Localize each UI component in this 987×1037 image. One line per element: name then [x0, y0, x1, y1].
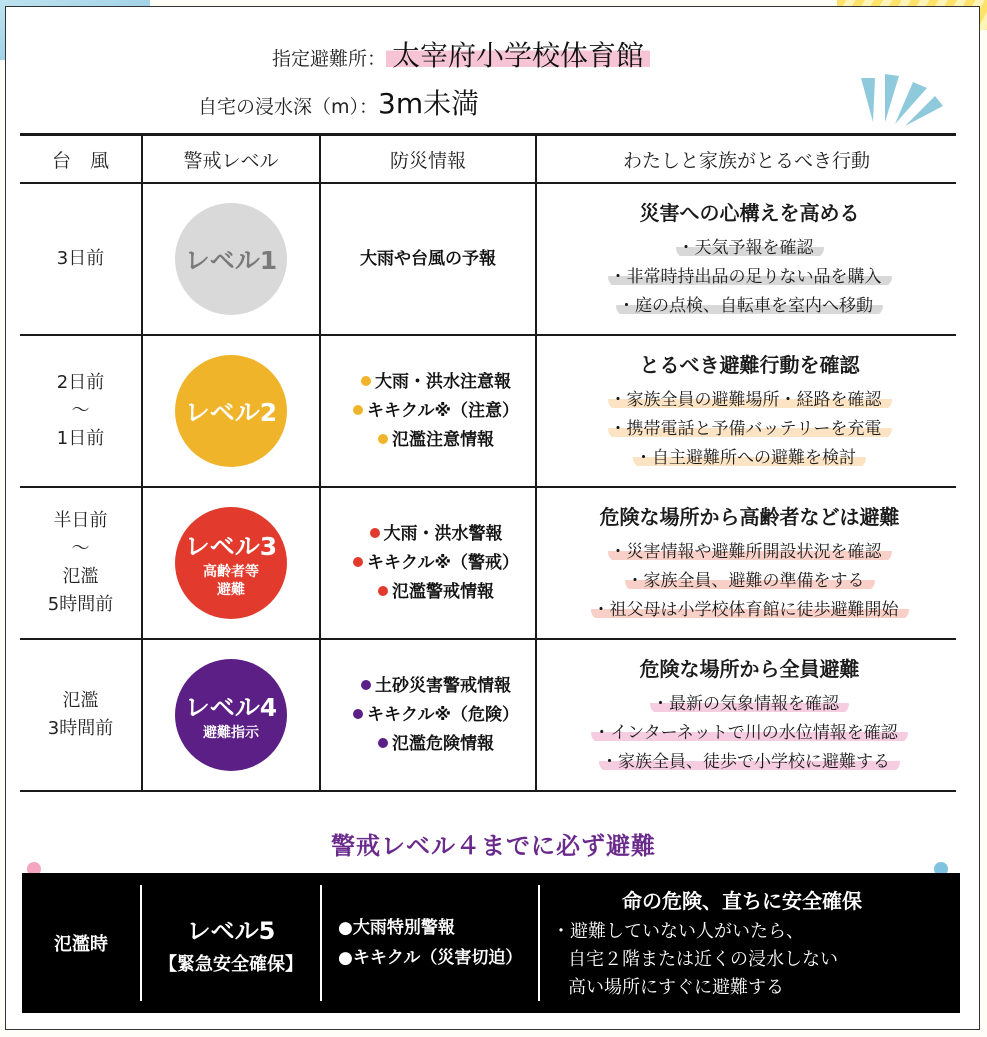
level-subtext: 避難 [217, 582, 245, 598]
action-title: 危険な場所から全員避難 [639, 657, 860, 681]
bullet-dot-icon [353, 405, 363, 415]
divider [538, 885, 540, 1001]
timing-text: 氾濫 [62, 690, 99, 711]
bullet-dot-icon [361, 376, 371, 386]
shelter-name: 太宰府小学校体育館 [386, 39, 650, 72]
info-text: 氾濫警戒情報 [392, 581, 494, 602]
depth-value: 3m未満 [378, 87, 480, 120]
shelter-line [272, 34, 650, 74]
action-item [551, 596, 948, 625]
action-item [551, 719, 948, 748]
action-cell [536, 487, 956, 639]
info-item [321, 245, 535, 274]
timing-text: 3日前 [56, 248, 105, 269]
column-header-typhoon: 台 風 [20, 135, 142, 184]
info-item [337, 397, 535, 426]
emergency-action-line-1: ・避難していない人がいたら、 [552, 920, 804, 942]
timing-cell [20, 639, 142, 791]
info-text: 氾濫注意情報 [392, 429, 494, 450]
table-row [20, 487, 956, 639]
action-text: ・家族全員、徒歩で小学校に避難する [599, 752, 900, 772]
action-item [551, 748, 948, 777]
action-cell [536, 335, 956, 487]
action-item [551, 690, 948, 719]
bullet-dot-icon [361, 680, 371, 690]
table-row [20, 183, 956, 335]
timing-text: 半日前 [53, 510, 108, 531]
info-item [337, 701, 535, 730]
action-text: ・最新の気象情報を確認 [650, 694, 849, 714]
info-text: 土砂災害警戒情報 [375, 675, 511, 696]
info-text: 大雨・洪水注意報 [375, 371, 511, 392]
evacuation-table [20, 133, 956, 792]
info-item [337, 578, 535, 607]
action-text: ・天気予報を確認 [676, 238, 824, 258]
info-text: キキクル※（注意） [366, 400, 520, 421]
action-text: ・家族全員の避難場所・経路を確認 [608, 390, 892, 410]
timing-text: 〜 [71, 400, 90, 421]
level-cell [142, 335, 320, 487]
action-text: ・家族全員、避難の準備をする [625, 571, 875, 591]
level-name: レベル3 [184, 532, 278, 561]
emergency-info-1: ●大雨特別警報 [338, 918, 455, 938]
action-title: 危険な場所から高齢者などは避難 [599, 505, 900, 529]
info-text: キキクル※（警戒） [366, 552, 520, 573]
table-row [20, 639, 956, 791]
level-badge [175, 659, 287, 771]
info-item [337, 730, 535, 759]
accent-burst-icon [855, 74, 945, 126]
info-item [337, 549, 535, 578]
level-cell [142, 183, 320, 335]
bullet-dot-icon [370, 528, 380, 538]
action-text: ・非常時持出品の足りない品を購入 [608, 267, 892, 287]
action-item [551, 538, 948, 567]
bullet-dot-icon [353, 557, 363, 567]
timing-text: 3時間前 [47, 718, 114, 739]
timing-cell [20, 335, 142, 487]
emergency-action-line-2: 自宅２階または近くの浸水しない [568, 948, 838, 970]
action-item [551, 386, 948, 415]
level-subtext: 避難指示 [203, 725, 259, 741]
timing-text: 〜 [71, 538, 90, 559]
bullet-dot-icon [378, 586, 388, 596]
divider [320, 885, 322, 1001]
action-cell [536, 639, 956, 791]
level-name: レベル2 [184, 398, 278, 427]
depth-label: 自宅の浸水深（m）： [198, 96, 379, 118]
emergency-action-title: 命の危険、直ちに安全確保 [622, 888, 862, 913]
footer-message: 警戒レベル４までに必ず避難 [331, 832, 656, 860]
bullet-dot-icon [378, 738, 388, 748]
level-name: レベル4 [184, 693, 278, 722]
info-cell [320, 183, 536, 335]
info-item [337, 520, 535, 549]
column-header-info: 防災情報 [320, 135, 536, 184]
depth-line [198, 82, 479, 122]
action-item [551, 263, 948, 292]
emergency-level-sub: 【緊急安全確保】 [159, 953, 303, 975]
info-text: 氾濫危険情報 [392, 733, 494, 754]
timing-text: 5時間前 [47, 594, 114, 615]
action-item [551, 292, 948, 321]
info-cell [320, 335, 536, 487]
action-text: ・祖父母は小学校体育館に徒歩避難開始 [591, 600, 909, 620]
action-item [551, 444, 948, 473]
emergency-timing: 氾濫時 [54, 934, 108, 955]
timing-text: 2日前 [56, 372, 105, 393]
info-text: 大雨や台風の予報 [360, 248, 496, 269]
action-text: ・災害情報や避難所開設状況を確認 [608, 542, 892, 562]
level-name: レベル1 [184, 246, 278, 275]
action-text: ・庭の点検、自転車を室内へ移動 [616, 296, 883, 316]
info-item [337, 672, 535, 701]
info-item [337, 426, 535, 455]
timing-cell [20, 183, 142, 335]
shelter-label: 指定避難所： [272, 48, 387, 70]
timing-text: 氾濫 [62, 566, 99, 587]
action-text: ・インターネットで川の水位情報を確認 [591, 723, 907, 743]
action-title: とるべき避難行動を確認 [639, 353, 860, 377]
level-cell [142, 487, 320, 639]
emergency-action-line-3: 高い場所にすぐに避難する [568, 976, 784, 998]
timing-cell [20, 487, 142, 639]
bullet-dot-icon [353, 709, 363, 719]
bullet-dot-icon [378, 434, 388, 444]
action-item [551, 567, 948, 596]
emergency-level5-panel [22, 873, 960, 1013]
info-text: 大雨・洪水警報 [383, 523, 503, 544]
action-text: ・携帯電話と予備バッテリーを充電 [608, 419, 892, 439]
level-badge [175, 203, 287, 315]
level-badge [175, 355, 287, 467]
action-item [551, 234, 948, 263]
info-cell [320, 487, 536, 639]
info-text: キキクル※（危険） [366, 704, 520, 725]
timing-text: 1日前 [56, 428, 105, 449]
table-row [20, 335, 956, 487]
info-item [337, 368, 535, 397]
column-header-action: わたしと家族がとるべき行動 [536, 135, 956, 184]
emergency-info-2: ●キキクル（災害切迫） [338, 948, 523, 968]
level-subtext: 高齢者等 [203, 564, 259, 580]
table-header-row [20, 135, 956, 184]
level-badge [175, 507, 287, 619]
action-item [551, 415, 948, 444]
action-cell [536, 183, 956, 335]
action-text: ・自主避難所への避難を検討 [633, 448, 866, 468]
info-cell [320, 639, 536, 791]
column-header-level: 警戒レベル [142, 135, 320, 184]
action-title: 災害への心構えを高める [639, 201, 860, 225]
emergency-level: レベル5 [186, 916, 276, 945]
level-cell [142, 639, 320, 791]
